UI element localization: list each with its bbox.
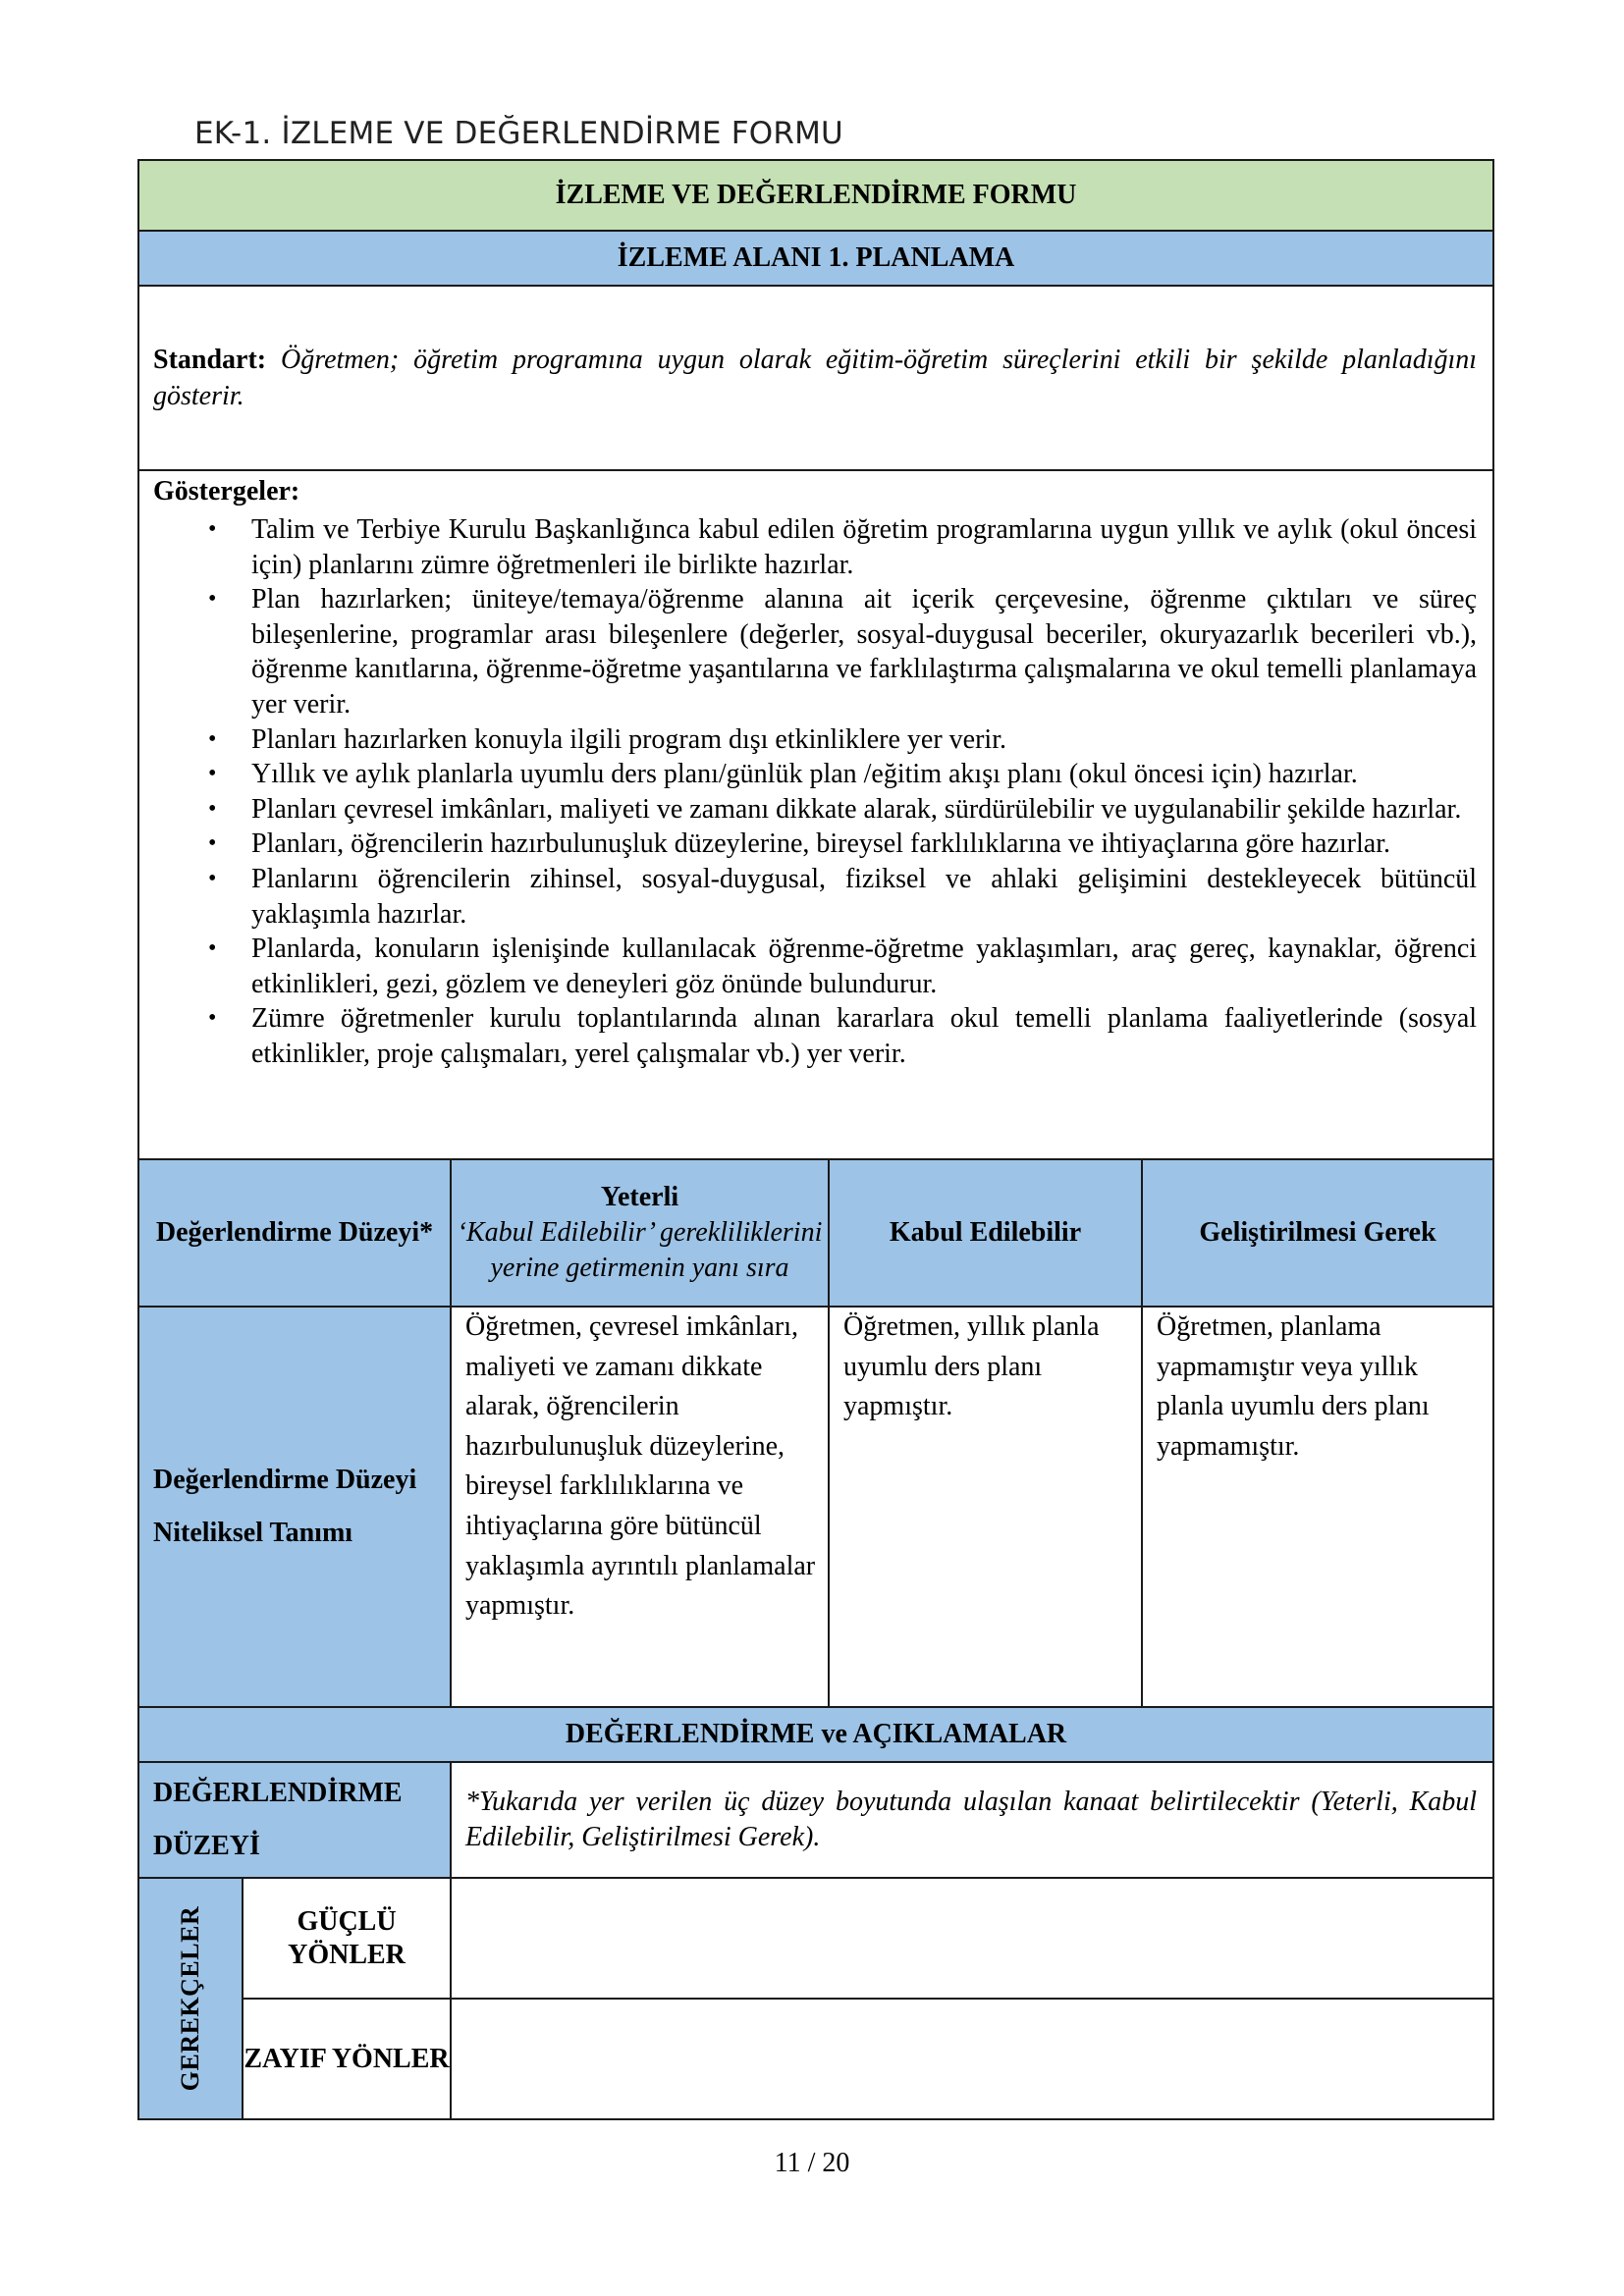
evaluation-section-title: DEĞERLENDİRME ve AÇIKLAMALAR	[138, 1707, 1493, 1762]
level-header-label: Değerlendirme Düzeyi*	[138, 1159, 451, 1307]
monitoring-area: İZLEME ALANI 1. PLANLAMA	[138, 231, 1493, 286]
bullet-icon: •	[208, 795, 217, 822]
indicators-list	[153, 512, 1477, 1072]
indicator-item: • Yıllık ve aylık planlarla uyumlu ders planı/günlük plan /eğitim akışı planı (okul öncesi için) hazırlar.	[153, 757, 1477, 792]
strengths-label: GÜÇLÜ YÖNLER	[243, 1878, 451, 1999]
qualitative-label: Değerlendirme Düzeyi Niteliksel Tanımı	[138, 1307, 451, 1707]
form-title: İZLEME VE DEĞERLENDİRME FORMU	[138, 160, 1493, 231]
evaluation-level-note: *Yukarıda yer verilen üç düzey boyutunda ulaşılan kanaat belirtilecektir (Yeterli, Kabul Edilebilir, Geliştirilmesi Gerek).	[451, 1762, 1493, 1878]
bullet-icon: •	[208, 1005, 217, 1032]
standard-text: Öğretmen; öğretim programına uygun olarak eğitim-öğretim süreçlerini etkili bir şekilde planladığını gösterir.	[153, 345, 1478, 411]
bullet-icon: •	[208, 516, 217, 542]
yeterli-subtitle: ‘Kabul Edilebilir’ gerekliliklerini yerine getirmenin yanı sıra	[457, 1217, 823, 1283]
indicator-item: • Planları çevresel imkânları, maliyeti ve zamanı dikkate alarak, sürdürülebilir ve uygulanabilir şekilde hazırlar.	[153, 792, 1477, 828]
level-header-kabul: Kabul Edilebilir	[829, 1159, 1142, 1307]
bullet-icon: •	[208, 586, 217, 613]
indicator-item: • Planlarda, konuların işlenişinde kullanılacak öğrenme-öğretme yaklaşımları, araç gereç, kaynaklar, öğrenci etkinlikleri, gezi, gözlem ve deneyleri göz önünde bulundurur.	[208, 934, 1478, 999]
standard-cell	[138, 286, 1493, 470]
indicator-item: • Plan hazırlarken; üniteye/temaya/öğrenme alanına ait içerik çerçevesine, öğrenme çıktıları ve süreç bileşenlerine, programlar arası bileşenlere (değerler, sosyal-duygusal beceriler, okuryazarlık becerileri vb.), öğrenme kanıtlarına, öğrenme-öğretme yaşantılarına ve farklılaştırma çalışmalarına ve okul temelli planlamaya yer verir.	[208, 584, 1478, 720]
page-header: EK-1. İZLEME VE DEĞERLENDİRME FORMU	[194, 116, 843, 151]
standard-label: Standart:	[153, 345, 267, 375]
bullet-icon: •	[208, 725, 217, 752]
page-number: 11 / 20	[774, 2148, 850, 2178]
qualitative-kabul: Öğretmen, yıllık planla uyumlu ders planı yapmıştır.	[829, 1307, 1142, 1707]
weaknesses-label: ZAYIF YÖNLER	[243, 1999, 451, 2119]
reasons-label: GEREKÇELER	[176, 1905, 204, 2092]
strengths-input[interactable]	[451, 1878, 1493, 1999]
indicators-cell	[138, 470, 1493, 1159]
qualitative-gelistirilmesi: Öğretmen, planlama yapmamıştır veya yıllık planla uyumlu ders planı yapmamıştır.	[1142, 1307, 1493, 1707]
indicator-item: • Zümre öğretmenler kurulu toplantılarında alınan kararlara okul temelli planlama faaliyetlerinde (sosyal etkinlikler, proje çalışmaları, yerel çalışmalar vb.) yer verir.	[208, 1003, 1478, 1069]
evaluation-form-table	[137, 159, 1494, 2120]
indicator-item: • Planları, öğrencilerin hazırbulunuşluk düzeylerine, bireysel farklılıklarına ve ihtiyaçlarına göre hazırlar.	[153, 827, 1477, 862]
bullet-icon: •	[208, 761, 217, 787]
indicator-item: • Talim ve Terbiye Kurulu Başkanlığınca kabul edilen öğretim programlarına uygun yıllık ve aylık (okul öncesi için) planlarını zümre öğretmenleri ile birlikte hazırlar.	[208, 514, 1478, 580]
bullet-icon: •	[208, 935, 217, 962]
evaluation-level-label: DEĞERLENDİRME DÜZEYİ	[138, 1762, 451, 1878]
bullet-icon: •	[208, 865, 217, 891]
weaknesses-input[interactable]	[451, 1999, 1493, 2119]
qualitative-yeterli: Öğretmen, çevresel imkânları, maliyeti ve zamanı dikkate alarak, öğrencilerin hazırbulunuşluk düzeylerine, bireysel farklılıklarına ve ihtiyaçlarına göre bütüncül yaklaşımla ayrıntılı planlamalar yapmıştır.	[451, 1307, 829, 1707]
yeterli-title: Yeterli	[600, 1182, 679, 1212]
bullet-icon: •	[208, 830, 217, 857]
indicators-title: Göstergeler:	[153, 476, 300, 507]
level-header-gelistirilmesi: Geliştirilmesi Gerek	[1142, 1159, 1493, 1307]
indicator-item: • Planlarını öğrencilerin zihinsel, sosyal-duygusal, fiziksel ve ahlaki gelişimini destekleyecek bütüncül yaklaşımla hazırlar.	[208, 863, 1478, 930]
indicator-item: • Planları hazırlarken konuyla ilgili program dışı etkinliklere yer verir.	[153, 722, 1477, 758]
reasons-label-cell	[138, 1878, 243, 2119]
level-header-yeterli	[451, 1159, 829, 1307]
